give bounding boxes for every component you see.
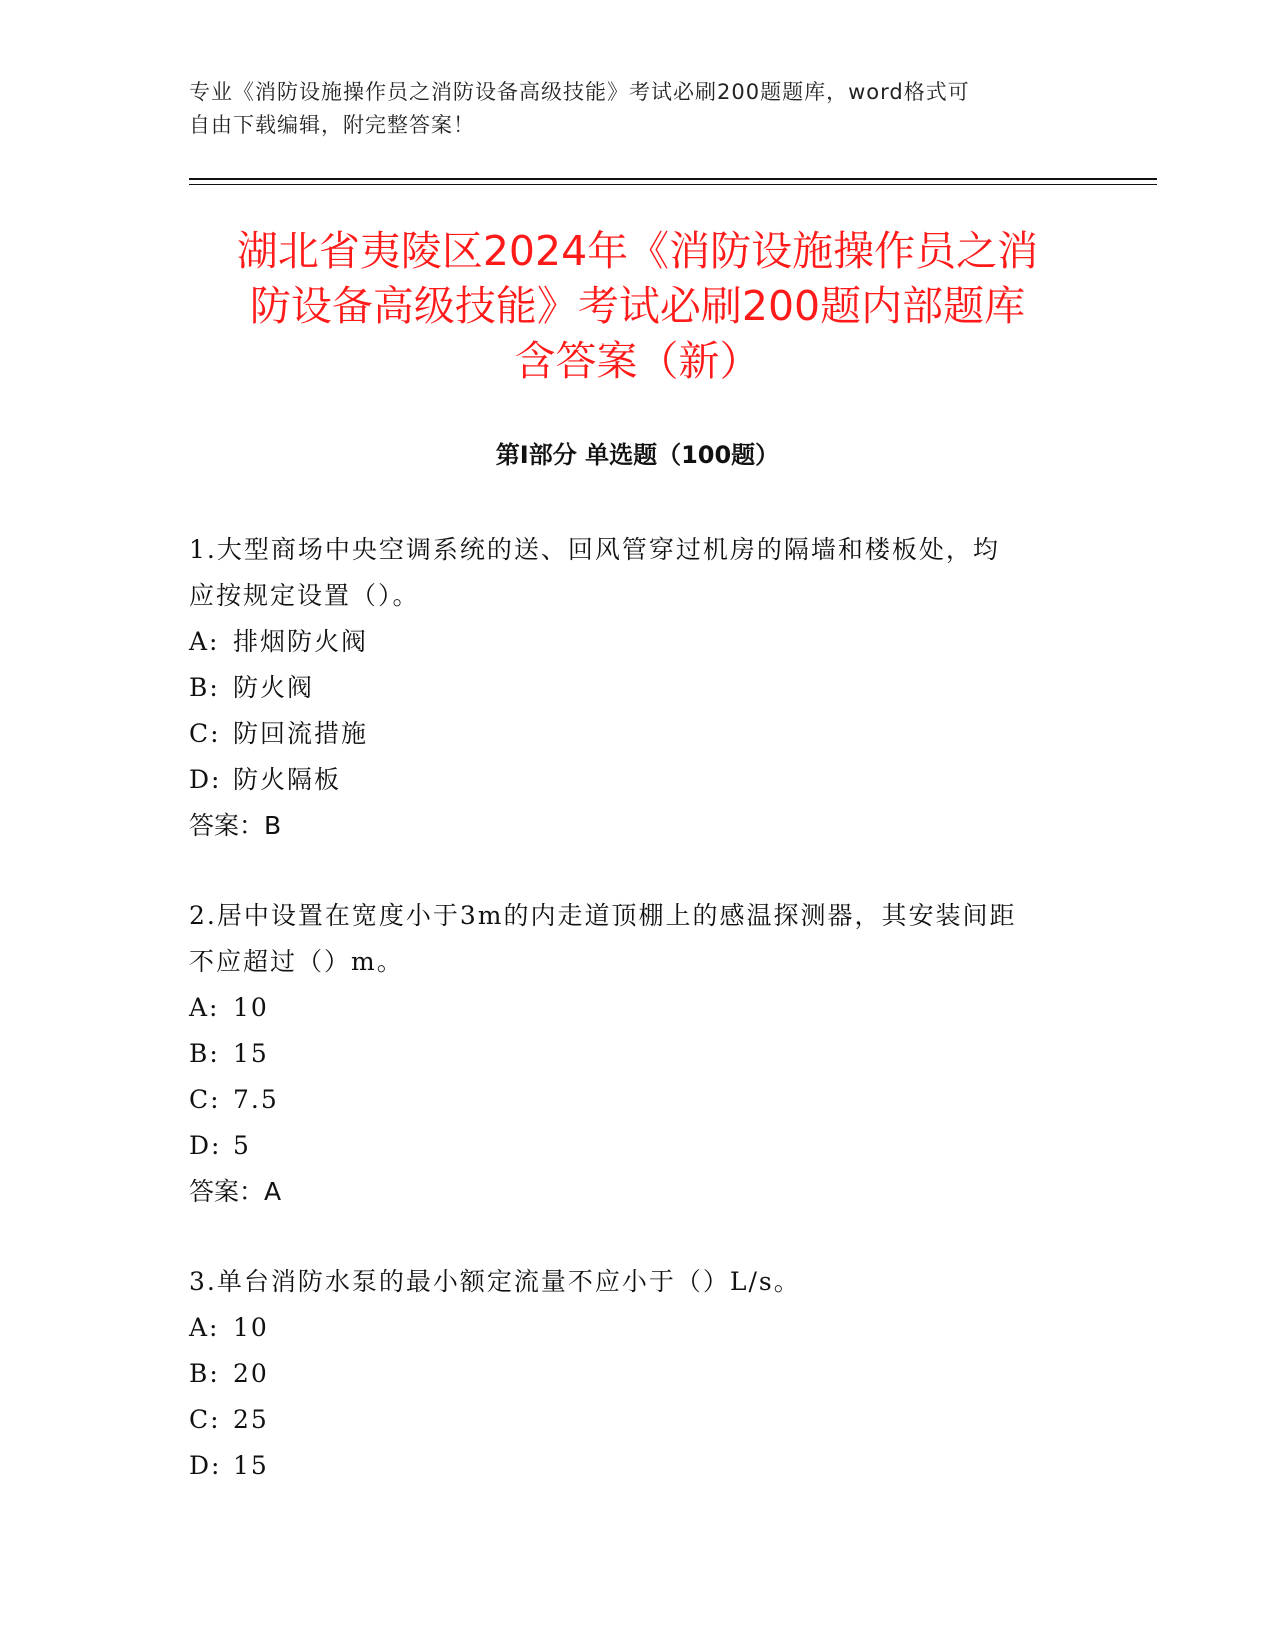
option-text: 10 [233, 1313, 269, 1342]
question-stem-line: 1.大型商场中央空调系统的送、回风管穿过机房的隔墙和楼板处，均 [189, 535, 1000, 564]
header-note [189, 76, 1089, 142]
document-title-line: 湖北省夷陵区2024年《消防设施操作员之消 [236, 227, 1039, 275]
answer-line [189, 803, 1089, 849]
question-list [189, 527, 1089, 1533]
option-text: 7.5 [233, 1085, 279, 1114]
question-stem-line: 2.居中设置在宽度小于3m的内走道顶棚上的感温探测器，其安装间距 [189, 901, 1017, 930]
option-key: C: [189, 719, 221, 748]
question-stem-line: 不应超过（）m。 [189, 947, 404, 976]
option-text: 20 [233, 1359, 269, 1388]
question-stem-line: 应按规定设置（）。 [189, 581, 420, 610]
answer-label: 答案： [189, 1177, 265, 1206]
option-a [189, 985, 1089, 1031]
option-text: 防火阀 [233, 673, 315, 702]
option-text: 5 [233, 1131, 251, 1160]
option-key: B: [189, 673, 220, 702]
option-b [189, 665, 1089, 711]
document-title-line: 含答案（新） [514, 337, 761, 385]
option-key: D: [189, 1131, 222, 1160]
document-title [180, 224, 1095, 389]
option-key: B: [189, 1359, 220, 1388]
header-rule-thick [189, 178, 1157, 180]
option-b [189, 1351, 1089, 1397]
question-stem [189, 527, 1089, 619]
option-b [189, 1031, 1089, 1077]
document-title-line: 防设备高级技能》考试必刷200题内部题库 [249, 282, 1026, 330]
option-a [189, 619, 1089, 665]
answer-line [189, 1169, 1089, 1215]
section-title: 第I部分 单选题（100题） [495, 441, 780, 469]
answer-label: 答案： [189, 811, 265, 840]
option-key: A: [189, 993, 220, 1022]
question-stem-line: 3.单台消防水泵的最小额定流量不应小于（）L/s。 [189, 1267, 801, 1296]
option-text: 10 [233, 993, 269, 1022]
option-text: 防回流措施 [233, 719, 369, 748]
option-a [189, 1305, 1089, 1351]
option-text: 防火隔板 [233, 765, 342, 794]
question-item [189, 527, 1089, 849]
option-key: D: [189, 765, 222, 794]
option-key: B: [189, 1039, 220, 1068]
answer-value: A [264, 1177, 282, 1206]
question-item [189, 893, 1089, 1215]
option-d [189, 1443, 1089, 1489]
answer-value: B [264, 811, 282, 840]
header-rule-thin [189, 184, 1157, 185]
option-text: 排烟防火阀 [233, 627, 369, 656]
option-c [189, 711, 1089, 757]
question-item [189, 1259, 1089, 1489]
header-note-line: 自由下载编辑，附完整答案！ [189, 113, 475, 137]
option-c [189, 1077, 1089, 1123]
question-stem [189, 1259, 1089, 1305]
header-note-line: 专业《消防设施操作员之消防设备高级技能》考试必刷200题题库，word格式可 [189, 80, 970, 104]
option-key: D: [189, 1451, 222, 1480]
option-c [189, 1397, 1089, 1443]
option-d [189, 757, 1089, 803]
option-text: 15 [233, 1039, 269, 1068]
option-key: A: [189, 1313, 220, 1342]
option-text: 15 [233, 1451, 269, 1480]
option-text: 25 [233, 1405, 269, 1434]
option-key: C: [189, 1085, 221, 1114]
option-d [189, 1123, 1089, 1169]
question-stem [189, 893, 1089, 985]
option-key: A: [189, 627, 220, 656]
option-key: C: [189, 1405, 221, 1434]
